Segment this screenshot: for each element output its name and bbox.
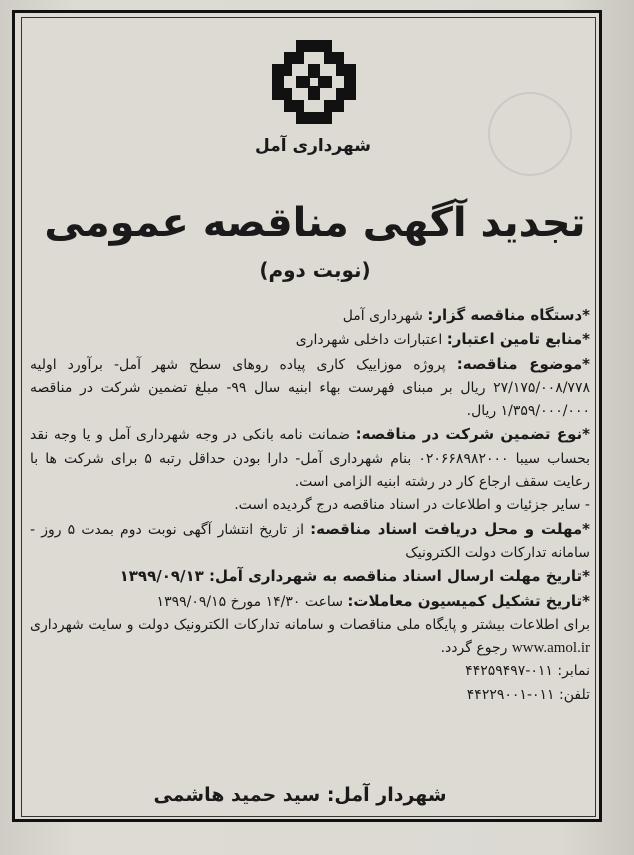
- page-title: تجدید آگهی مناقصه عمومی: [44, 200, 586, 246]
- website-link[interactable]: www.amol.ir: [511, 640, 590, 657]
- organizer-line: [30, 304, 590, 328]
- mayor-signature: شهردار آمل: سید حمید هاشمی: [153, 784, 447, 806]
- deadline-label: *مهلت و محل دریافت اسناد مناقصه:: [310, 519, 591, 538]
- amol-municipality-logo: [268, 36, 360, 128]
- commission-value: ساعت ۱۴/۳۰ مورخ ۱۳۹۹/۰۹/۱۵: [156, 593, 348, 610]
- guarantee-value: ضمانت نامه بانکی در وجه شهرداری آمل و یا وجه نقد بحساب سیبا ۰۲۰۶۶۸۹۸۲۰۰۰ بنام شهرداری آمل- دارا بودن حداقل رتبه ۵ برای شرکت ها با رعایت سقف ارجاع کار در رشته ابنیه الزامی است.: [30, 427, 591, 491]
- other-details-line: - سایر جزئیات و اطلاعات در اسناد مناقصه درج گردیده است.: [234, 497, 590, 514]
- commission-label: *تاریخ تشکیل کمیسیون معاملات:: [347, 591, 590, 610]
- more-info-suffix: رجوع گردد.: [440, 640, 512, 657]
- logo-mark-icon: [268, 36, 360, 128]
- subject-value: پروژه موزاییک کاری پیاده روهای سطح شهر آمل- برآورد اولیه ۲۷/۱۷۵/۰۰۸/۷۷۸ ریال بر مبنای فهرست بهاء ابنیه سال ۹۹- مبلغ تضمین شرکت در مناقصه ۱/۳۵۹/۰۰۰/۰۰۰ ریال.: [30, 356, 590, 420]
- commission-line: [30, 590, 590, 614]
- submission-label: *تاریخ مهلت ارسال اسناد مناقصه به شهرداری آمل:: [209, 567, 590, 586]
- submission-line: [30, 565, 590, 589]
- faded-stamp: [488, 92, 572, 176]
- guarantee-label: *نوع تضمین شرکت در مناقصه:: [355, 425, 590, 444]
- more-info-line: [30, 614, 590, 661]
- fax-line: نمابر: ۰۱۱-۴۴۲۵۹۴۹۷: [465, 663, 590, 680]
- subject-label: *موضوع مناقصه:: [456, 354, 590, 373]
- guarantee-line: [30, 423, 590, 494]
- organizer-label: *دستگاه مناقصه گزار:: [427, 306, 590, 324]
- more-info-text: برای اطلاعات بیشتر و پایگاه ملی مناقصات و سامانه تدارکات الکترونیک دولت و سایت شهرداری: [30, 616, 590, 633]
- page-subtitle: (نوبت دوم): [259, 258, 371, 282]
- funding-line: [30, 328, 590, 352]
- funding-value: اعتبارات داخلی شهرداری: [295, 332, 447, 349]
- organizer-value: شهرداری آمل: [342, 308, 428, 324]
- notice-body: [30, 304, 590, 707]
- phone-line: تلفن: ۰۱۱-۴۴۲۲۹۰۰۱: [466, 686, 590, 703]
- deadline-line: [30, 518, 590, 566]
- funding-label: *منابع تامین اعتبار:: [446, 330, 590, 349]
- deadline-value: از تاریخ انتشار آگهی نوبت دوم بمدت ۵ روز - سامانه تدارکات دولت الکترونیک: [30, 521, 590, 561]
- subject-line: [30, 353, 590, 424]
- submission-value: ۱۳۹۹/۰۹/۱۳: [119, 567, 210, 586]
- org-name: شهرداری آمل: [255, 136, 371, 156]
